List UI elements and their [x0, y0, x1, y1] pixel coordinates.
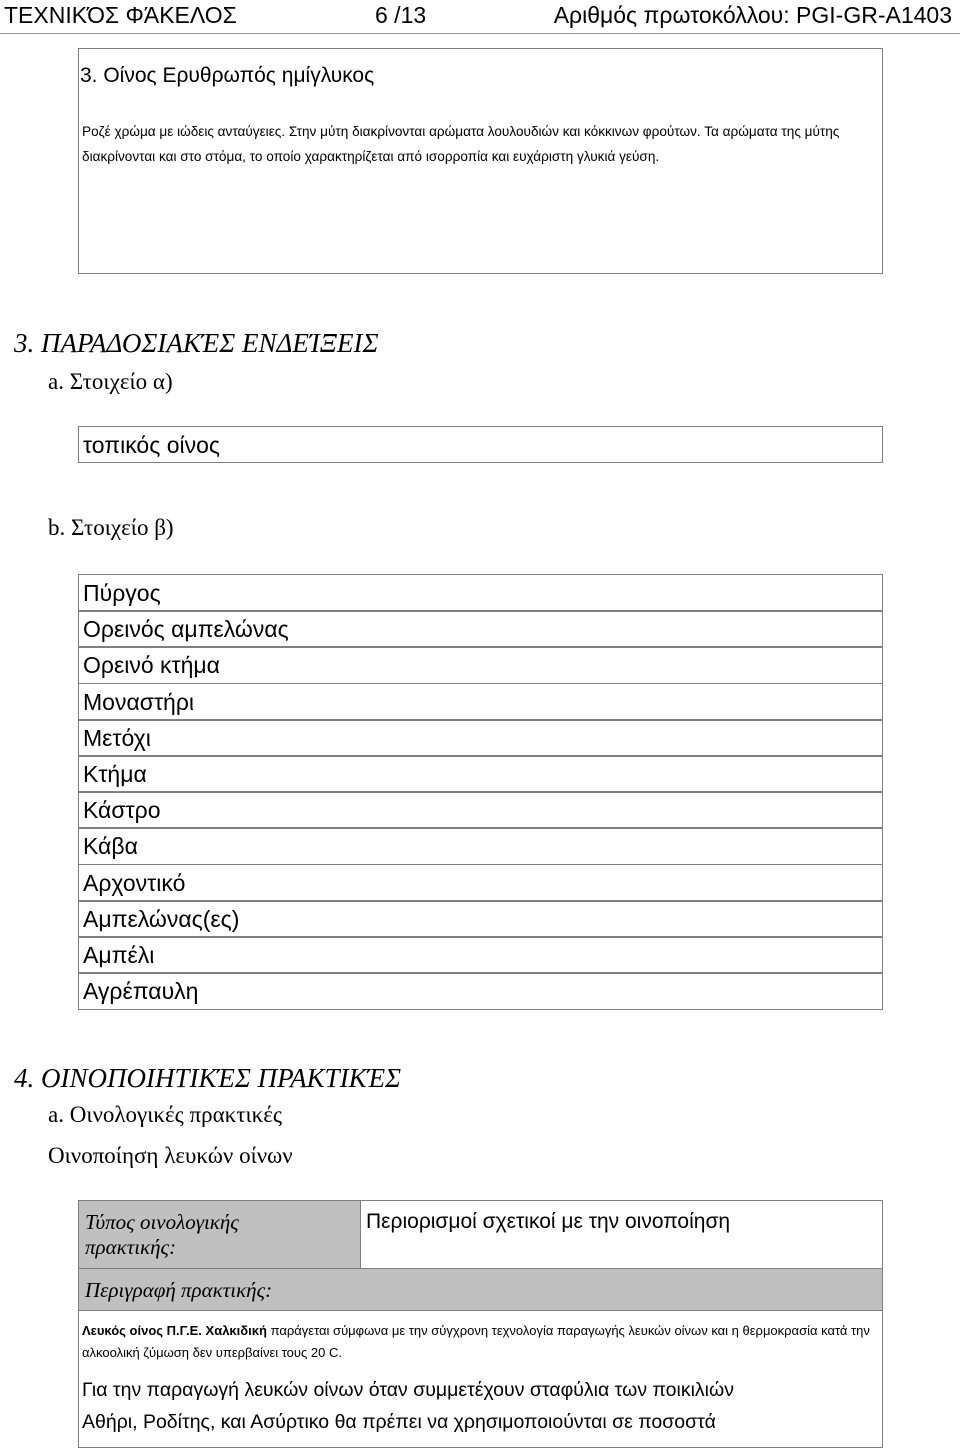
oenological-practices-label: a. Οινολογικές πρακτικές: [48, 1102, 283, 1127]
practice-type-value-cell: [360, 1200, 883, 1269]
protocol-number: Αριθμός πρωτοκόλλου: PGI-GR-A1403: [553, 2, 952, 28]
element-b-label: b. Στοιχείο β): [48, 515, 174, 540]
practice-type-label-cell: [78, 1200, 361, 1269]
practice-description-label: Περιγραφή πρακτικής:: [85, 1278, 273, 1302]
header-divider: [0, 33, 960, 34]
practice-description-label-cell: [78, 1268, 883, 1311]
element-a-label: a. Στοιχείο α): [48, 369, 173, 394]
practice-description-bold: Λευκός οίνος Π.Γ.Ε. Χαλκιδική: [82, 1323, 267, 1338]
traditional-terms-heading: 3. ΠΑΡΑΔΟΣΙΑΚΈΣ ΕΝΔΕΊΞΕΙΣ: [14, 328, 379, 358]
element-b-item: Κάστρο: [78, 791, 883, 829]
practice-description-cell: [78, 1310, 883, 1448]
element-b-item: Αρχοντικό: [78, 864, 883, 902]
practice-line-2: Αθήρι, Ροδίτης, και Ασύρτικο θα πρέπει να χρησιμοποιούνται σε ποσοστά: [82, 1411, 716, 1433]
wine-title: 3. Οίνος Ερυθρωπός ημίγλυκος: [80, 64, 375, 87]
practice-description-text: [79, 1311, 882, 1364]
element-b-item: Μετόχι: [78, 719, 883, 757]
header-title: ΤΕΧΝΙΚΌΣ ΦΆΚΕΛΟΣ: [4, 2, 237, 28]
page-number: 6 /13: [375, 2, 427, 28]
element-b-item: Κάβα: [78, 827, 883, 865]
white-wine-subheading: Οινοποίηση λευκών οίνων: [48, 1143, 293, 1168]
wine-description: Ροζέ χρώμα με ιώδεις ανταύγειες. Στην μύτη διακρίνονται αρώματα λουλουδιών και κόκκινων φρούτων. Τα αρώματα της μύτης διακρίνονται και στο στόμα, το οποίο χαρακτηρίζεται από ισορροπία και ευχάριστη γλυκιά γεύση.: [82, 124, 840, 164]
element-b-item: Ορεινός αμπελώνας: [78, 610, 883, 648]
winemaking-practices-heading: 4. ΟΙΝΟΠΟΙΗΤΙΚΈΣ ΠΡΑΚΤΙΚΈΣ: [14, 1063, 402, 1093]
element-b-item: Κτήμα: [78, 755, 883, 793]
element-b-item: Αγρέπαυλη: [78, 972, 883, 1010]
practice-type-value: Περιορισμοί σχετικοί με την οινοποίηση: [366, 1210, 731, 1233]
practice-line-1: Για την παραγωγή λευκών οίνων όταν συμμετέχουν σταφύλια των ποικιλιών: [82, 1379, 734, 1401]
practice-description-rest: παράγεται σύμφωνα με την σύγχρονη τεχνολογία παραγωγής λευκών οίνων και η θερμοκρασία κατά την αλκοολική ζύμωση δεν υπερβαίνει τους 20 C.: [82, 1323, 870, 1360]
element-b-item: Ορεινό κτήμα: [78, 646, 883, 684]
element-b-item: Αμπελώνας(ες): [78, 900, 883, 938]
element-b-item: Μοναστήρι: [78, 683, 883, 721]
practice-type-label: Τύπος οινολογικής πρακτικής:: [85, 1210, 239, 1259]
element-b-item: Αμπέλι: [78, 936, 883, 974]
element-a-value: τοπικός οίνος: [78, 426, 883, 463]
element-b-item: Πύργος: [78, 574, 883, 612]
